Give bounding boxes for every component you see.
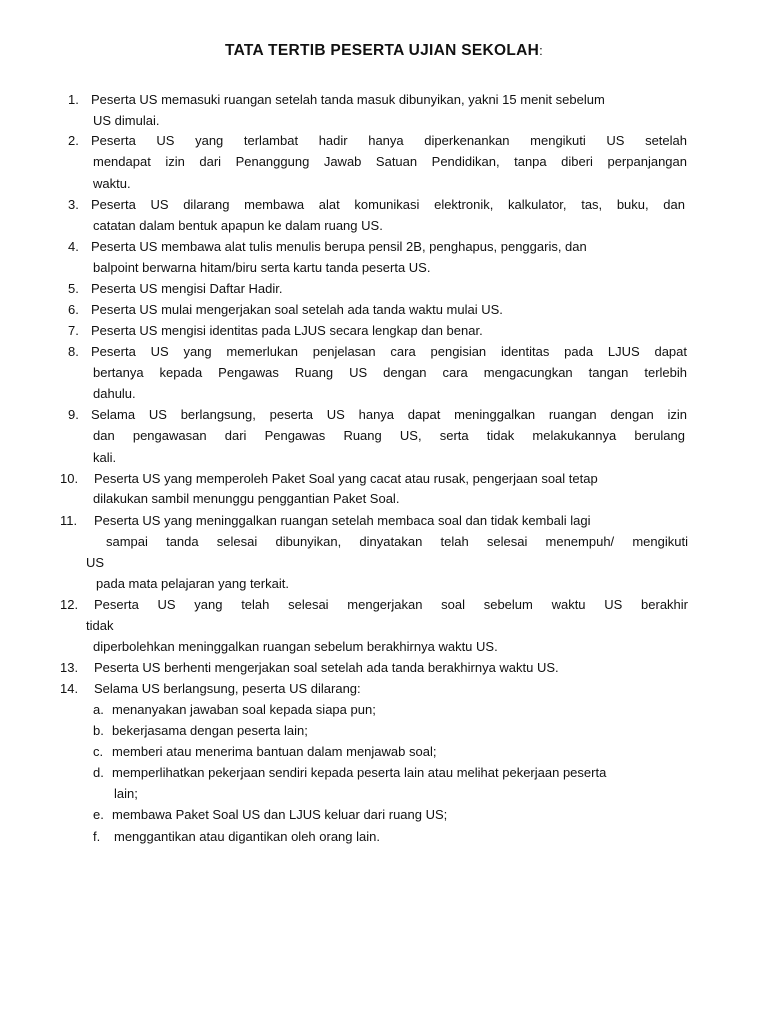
rule-line: Peserta US yang memperoleh Paket Soal yang cacat atau rusak, pengerjaan soal tetap	[94, 471, 598, 486]
rule-line: Peserta US mulai mengerjakan soal setelah ada tanda waktu mulai US.	[91, 302, 503, 317]
rule-number: 3.	[68, 197, 79, 212]
rule-number: 11.	[60, 513, 78, 528]
rule-line: Peserta US mengisi Daftar Hadir.	[91, 281, 283, 296]
subrule-line: lain;	[114, 786, 138, 801]
rule-number: 9.	[68, 407, 79, 422]
subrule-line: memperlihatkan pekerjaan sendiri kepada peserta lain atau melihat pekerjaan peserta	[112, 765, 607, 780]
subrule-letter: d.	[93, 765, 104, 780]
rule-line: Peserta US yang memerlukan penjelasan cara pengisian identitas pada LJUS dapat	[91, 344, 687, 359]
rule-line: Peserta US membawa alat tulis menulis berupa pensil 2B, penghapus, penggaris, dan	[91, 239, 587, 254]
rule-number: 5.	[68, 281, 79, 296]
rule-number: 10.	[60, 471, 79, 486]
rule-line: balpoint berwarna hitam/biru serta kartu tanda peserta US.	[93, 260, 431, 275]
subrule-letter: c.	[93, 744, 104, 759]
rule-line: US	[86, 555, 105, 570]
rule-line: Peserta US memasuki ruangan setelah tanda masuk dibunyikan, yakni 15 menit sebelum	[91, 92, 605, 107]
rule-number: 12.	[60, 597, 79, 612]
rule-line: Peserta US berhenti mengerjakan soal setelah ada tanda berakhirnya waktu US.	[94, 660, 559, 675]
title-colon: :	[539, 43, 544, 58]
subrule-line: bekerjasama dengan peserta lain;	[112, 723, 308, 738]
rule-number: 4.	[68, 239, 79, 254]
rule-number: 13.	[60, 660, 79, 675]
rule-line: sampai tanda selesai dibunyikan, dinyatakan telah selesai menempuh/ mengikuti	[106, 534, 688, 549]
rule-line: Selama US berlangsung, peserta US dilarang:	[94, 681, 361, 696]
rule-line: waktu.	[93, 176, 131, 191]
subrule-line: memberi atau menerima bantuan dalam menjawab soal;	[112, 744, 437, 759]
rule-line: US dimulai.	[93, 113, 160, 128]
subrule-letter: a.	[93, 702, 104, 717]
subrule-line: membawa Paket Soal US dan LJUS keluar dari ruang US;	[112, 807, 448, 822]
rule-line: dahulu.	[93, 386, 136, 401]
document-title-text: TATA TERTIB PESERTA UJIAN SEKOLAH	[224, 42, 540, 59]
subrule-letter: f.	[93, 829, 101, 844]
subrule-line: menggantikan atau digantikan oleh orang lain.	[114, 829, 380, 844]
rule-line: bertanya kepada Pengawas Ruang US dengan cara mengacungkan tangan terlebih	[93, 365, 687, 380]
rule-number: 8.	[68, 344, 79, 359]
rule-line: Peserta US dilarang membawa alat komunikasi elektronik, kalkulator, tas, buku, dan	[91, 197, 685, 212]
rule-line: mendapat izin dari Penanggung Jawab Satuan Pendidikan, tanpa diberi perpanjangan	[93, 154, 687, 169]
rule-line: Peserta US mengisi identitas pada LJUS secara lengkap dan benar.	[91, 323, 483, 338]
rule-line: catatan dalam bentuk apapun ke dalam ruang US.	[93, 218, 383, 233]
subrule-line: menanyakan jawaban soal kepada siapa pun;	[112, 702, 376, 717]
rule-line: dan pengawasan dari Pengawas Ruang US, serta tidak melakukannya berulang	[93, 428, 685, 443]
rule-line: Peserta US yang meninggalkan ruangan setelah membaca soal dan tidak kembali lagi	[94, 513, 591, 528]
rule-number: 1.	[68, 92, 79, 107]
rule-line: tidak	[86, 618, 114, 633]
rule-line: Selama US berlangsung, peserta US hanya dapat meninggalkan ruangan dengan izin	[91, 407, 687, 422]
subrule-letter: e.	[93, 807, 104, 822]
rule-number: 7.	[68, 323, 79, 338]
rule-line: diperbolehkan meninggalkan ruangan sebelum berakhirnya waktu US.	[93, 639, 498, 654]
subrule-letter: b.	[93, 723, 104, 738]
rule-number: 2.	[68, 133, 79, 148]
rule-line: Peserta US yang terlambat hadir hanya diperkenankan mengikuti US setelah	[91, 133, 687, 148]
rule-line: kali.	[93, 450, 117, 465]
rule-number: 6.	[68, 302, 79, 317]
document-title	[0, 42, 768, 60]
rule-line: Peserta US yang telah selesai mengerjakan soal sebelum waktu US berakhir	[94, 597, 688, 612]
rule-line: dilakukan sambil menunggu penggantian Paket Soal.	[93, 491, 400, 506]
rule-line: pada mata pelajaran yang terkait.	[96, 576, 289, 591]
rule-number: 14.	[60, 681, 79, 696]
